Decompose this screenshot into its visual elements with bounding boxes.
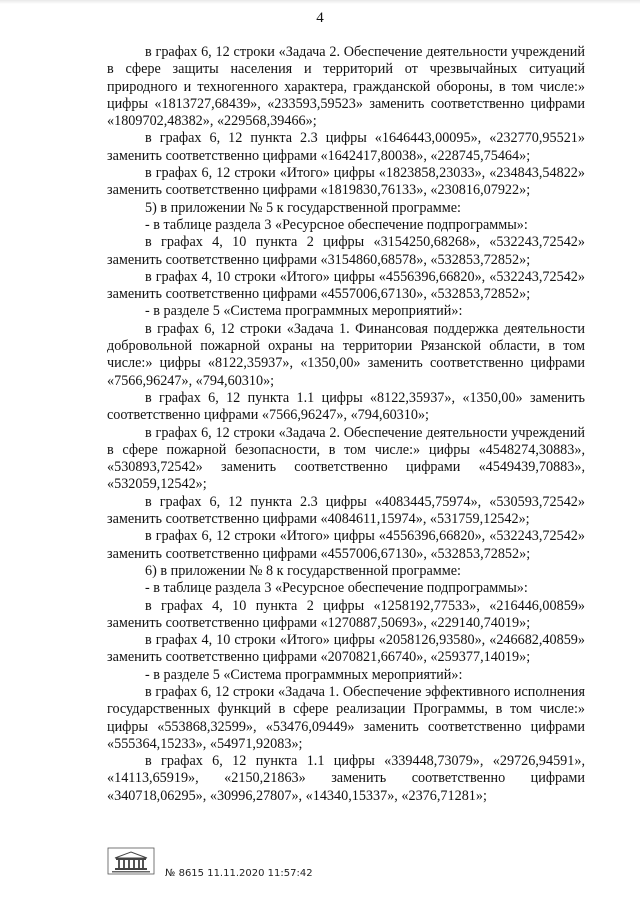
scan-edge [0, 0, 640, 4]
document-registration-code: № 8615 11.11.2020 11:57:42 [165, 868, 313, 879]
paragraph: - в разделе 5 «Система программных мероприятий»: [145, 303, 463, 320]
paragraph: в графах 6, 12 строки «Задача 1. Обеспечение эффективного исполнения государственных функций в сфере реализации Программы, в том числе:» цифры «553868,32599», «53476,09449» заменить соответственно цифрами «555364,15233», «54971,92083»; [107, 683, 585, 752]
page-number: 4 [316, 10, 324, 26]
paragraph: в графах 4, 10 пункта 2 цифры «1258192,77533», «216446,00859» заменить соответственно цифрами «1270887,50693», «229140,74019»; [107, 597, 585, 631]
paragraph: в графах 6, 12 пункта 1.1 цифры «339448,73079», «29726,94591», «14113,65919», «2150,21863» заменить соответственно цифрами «340718,06295», «30996,27807», «14340,15337», «2376,71281»; [107, 753, 585, 804]
paragraph: - в таблице раздела 3 «Ресурсное обеспечение подпрограммы»: [145, 216, 528, 233]
paragraph: в графах 6, 12 пункта 1.1 цифры «8122,35937», «1350,00» заменить соответственно цифрами «7566,96247», «794,60310»; [107, 389, 585, 424]
paragraph: в графах 4, 10 строки «Итого» цифры «4556396,66820», «532243,72542» заменить соответственно цифрами «4557006,67130», «532853,72852»; [107, 268, 585, 303]
paragraph: в графах 4, 10 строки «Итого» цифры «2058126,93580», «246682,40859» заменить соответственно цифрами «2070821,66740», «259377,14019»; [107, 632, 585, 666]
paragraph: в графах 6, 12 строки «Задача 2. Обеспечение деятельности учреждений в сфере пожарной безопасности, в том числе:» цифры «4548274,30883», «530893,72542» заменить соответственно цифрами «4549439,70883», «532059,12542»; [107, 424, 585, 493]
paragraph: в графах 6, 12 строки «Итого» цифры «1823858,23033», «234843,54822» заменить соответственно цифрами «1819830,76133», «230816,07922»; [107, 165, 585, 199]
document-body [107, 44, 585, 805]
paragraph: 6) в приложении № 8 к государственной программе: [145, 562, 461, 579]
paragraph: в графах 6, 12 строки «Итого» цифры «4556396,66820», «532243,72542» заменить соответственно цифрами «4557006,67130», «532853,72852»; [107, 528, 585, 562]
paragraph: в графах 6, 12 строки «Задача 1. Финансовая поддержка деятельности добровольной пожарной охраны на территории Рязанской области, в том числе:» цифры «8122,35937», «1350,00» заменить соответственно цифрами «7566,96247», «794,60310»; [107, 320, 585, 389]
paragraph: - в таблице раздела 3 «Ресурсное обеспечение подпрограммы»: [145, 580, 528, 597]
paragraph: 5) в приложении № 5 к государственной программе: [145, 199, 461, 216]
paragraph: в графах 6, 12 строки «Задача 2. Обеспечение деятельности учреждений в сфере защиты населения и территорий от чрезвычайных ситуаций природного и техногенного характера, гражданской обороны, в том числе:» цифры «1813727,68439», «233593,59523» заменить соответственно цифрами «1809702,48382», «229568,39466»; [107, 44, 585, 130]
paragraph: в графах 6, 12 пункта 2.3 цифры «4083445,75974», «530593,72542» заменить соответственно цифрами «4084611,15974», «531759,12542»; [107, 493, 585, 528]
government-building-stamp-icon [107, 847, 155, 875]
paragraph: в графах 6, 12 пункта 2.3 цифры «1646443,00095», «232770,95521» заменить соответственно цифрами «1642417,80038», «228745,75464»; [107, 130, 585, 164]
paragraph: в графах 4, 10 пункта 2 цифры «3154250,68268», «532243,72542» заменить соответственно цифрами «3154860,68578», «532853,72852»; [107, 234, 585, 268]
paragraph: - в разделе 5 «Система программных мероприятий»: [145, 666, 463, 683]
